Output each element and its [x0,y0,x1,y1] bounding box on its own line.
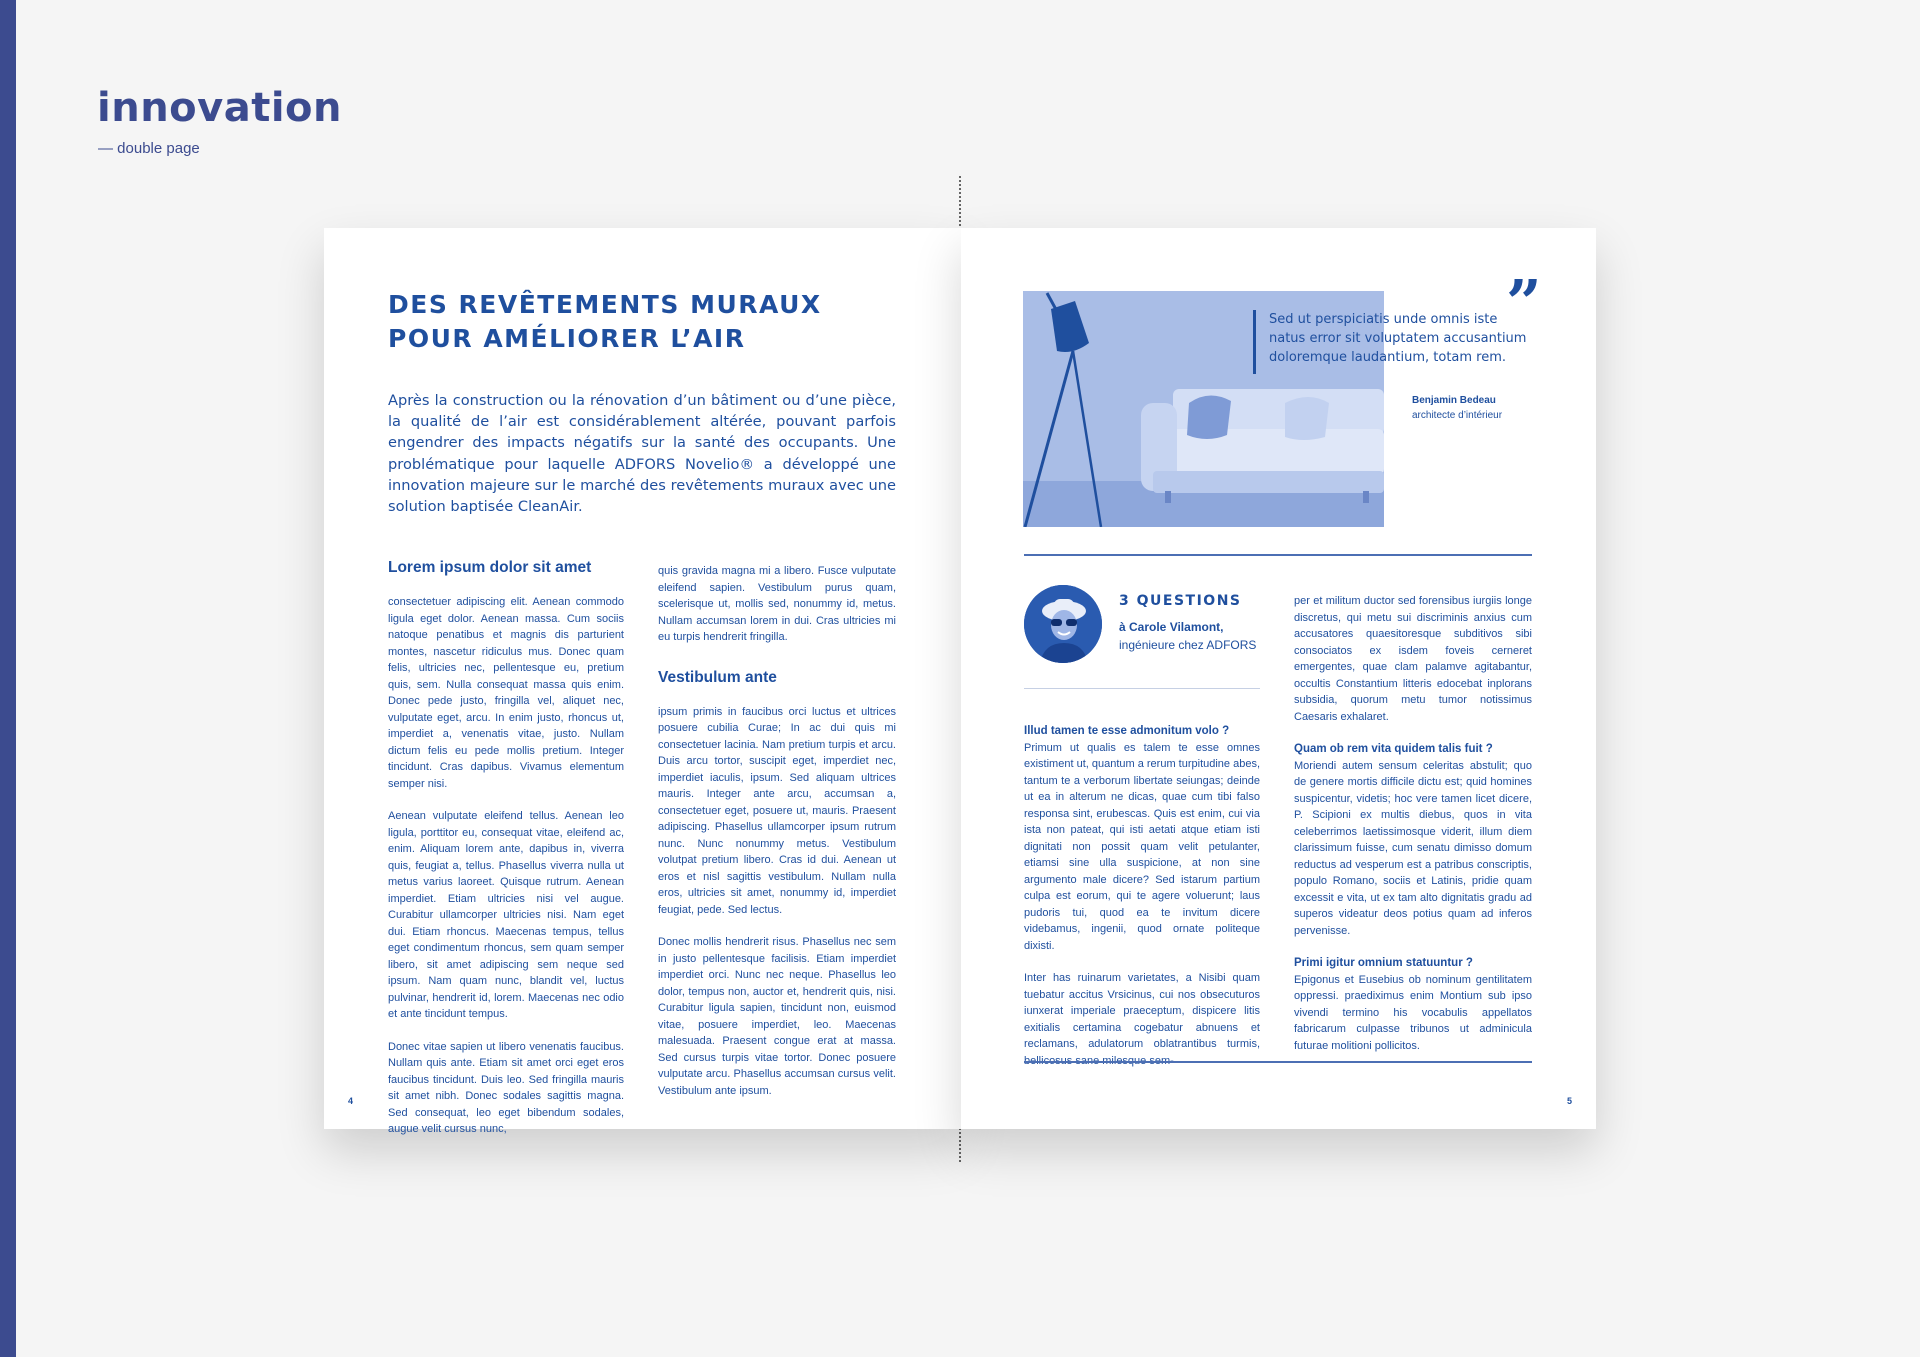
text-column-2 [658,563,896,1099]
body-paragraph: consectetuer adipiscing elit. Aenean commodo ligula eget dolor. Aenean massa. Cum sociis natoque penatibus et magnis dis parturient montes, nascetur ridiculus mus. Donec quam felis, ultricies nec, pellentesque eu, pretium quis, sem. Nulla consequat massa quis enim. Donec pede justo, fringilla vel, aliquet nec, vulputate eget, arcu. In enim justo, rhoncus ut, imperdiet a, venenatis vitae, justo. Nullam dictum felis eu pede mollis pretium. Integer tincidunt. Cras dapibus. Vivamus elementum semper nisi. [388,596,624,790]
body-paragraph: Aenean vulputate eleifend tellus. Aenean leo ligula, porttitor eu, consequat vitae, eleifend ac, enim. Aliquam lorem ante, dapibus in, viverra quis, feugiat a, tellus. Phasellus viverra nulla ut metus varius laoreet. Quisque rutrum. Aenean imperdiet. Etiam ultricies nisi vel augue. Curabitur ullamcorper ultricies nisi. Nam eget dui. Etiam rhoncus. Maecenas tempus, tellus eget condimentum rhoncus, sem quam semper libero, sit amet adipiscing sem neque sed ipsum. Nam quam nunc, blandit vel, luctus pulvinar, hendrerit id, lorem. Maecenas nec odio et ante tincidunt tempus. [388,810,624,1020]
answer-paragraph: Epigonus et Eusebius ob nominum gentilitatem oppressi. praediximus enim Montium sub ipso vivendi termino his vocabulis appellatos fabricarum culpasse tribunos ut adminicula futurae molitioni pollicitos. [1294,973,1532,1052]
article-headline [388,288,822,356]
column-heading: Lorem ipsum dolor sit amet [388,559,592,576]
quote-author-role: architecte d’intérieur [1412,410,1503,421]
divider-top [1024,554,1532,556]
headline-line-2: POUR AMÉLIORER L’AIR [388,324,746,353]
headline-line-1: DES REVÊTEMENTS MURAUX [388,290,822,319]
body-paragraph: quis gravida magna mi a libero. Fusce vulputate eleifend sapien. Vestibulum purus quam, scelerisque ut, mollis sed, nonummy id, metus. Nullam accumsan lorem in dui. Cras ultricies mi eu turpis hendrerit fringilla. [658,565,896,643]
pull-quote: Sed ut perspiciatis unde omnis iste natus error sit voluptatem accusantium doloremque laudantium, totam rem. [1269,312,1527,365]
section-title: innovation [97,85,342,131]
interviewee-role: ingénieure chez ADFORS [1119,638,1257,652]
answer-paragraph: Moriendi autem sensum celeritas abstulit; quo de genere mortis difficile dictu est; quid homines suspicentur, videtis; hoc vere tamen licet dicere, P. Scipioni ex multis diebus, quos in vita celeberrimos laetissimosque viderit, illum diem clarissimum fuisse, cum senatu dimisso domum reductus ad vesperum est a patribus conscriptis, populo Romano, sociis et Latinis, pridie quam excessit e vita, ut ex tam alto dignitatis gradu ad superos videatur deos potius quam ad inferos pervenisse. [1294,759,1532,937]
lead-paragraph: Après la construction ou la rénovation d’un bâtiment ou d’une pièce, la qualité de l’air est considérablement altérée, pouvant parfois engendrer des impacts négatifs sur la santé des occupants. Une problématique pour laquelle ADFORS Novelio® a développé une innovation majeure sur le marché des revêtements muraux avec une solution baptisée CleanAir. [388,392,896,516]
divider-bottom [1024,1061,1532,1063]
interview-column-2 [1294,593,1532,1054]
question-1: Illud tamen te esse admonitum volo ? [1024,725,1230,737]
quote-author: Benjamin Bedeau [1412,395,1496,406]
text-column-1 [388,558,624,1138]
person-portrait [1024,585,1102,663]
left-accent-bar [0,0,16,1357]
body-paragraph: Donec vitae sapien ut libero venenatis faucibus. Nullam quis ante. Etiam sit amet orci eget eros faucibus tincidunt. Duis leo. Sed fringilla mauris sit amet nibh. Donec sodales sagittis magna. Sed consequat, leo eget bibendum sodales, augue velit cursus nunc, [388,1040,624,1135]
page-number: 5 [1566,1096,1572,1106]
answer-paragraph: per et militum ductor sed forensibus iurgiis longe discretus, qui metu sui discriminis anxius cum accusatores quaesitoresque subditivos sibi consociatos ex isdem foveis cerneret emergentes, quae clam palamve agitabantur, occultis Constantium litteris edocebat inplorans subsidia, quorum metu tumor notissimus Caesaris exhalaret. [1294,595,1532,723]
right-page [961,228,1596,1129]
avatar [1024,585,1102,663]
body-paragraph: ipsum primis in faucibus orci luctus et ultrices posuere cubilia Curae; In ac dui quis mi consectetuer lacinia. Nam pretium turpis et arcu. Duis arcu tortor, suscipit eget, imperdiet nec, imperdiet iaculis, ipsum. Sed aliquam ultrices mauris. Integer ante arcu, accumsan a, consectetuer eget, posuere ut, mauris. Praesent adipiscing. Phasellus ullamcorper ipsum rutrum nunc. Nunc nonummy metus. Vestibulum volutpat pretium libero. Cras id dui. Aenean ut eros et nisl sagittis vestibulum. Nullam nulla eros, ultricies sit amet, nonummy id, imperdiet feugiat, pede. Sed lectus. [658,705,896,916]
section-subtitle: — double page [98,140,200,157]
questions-title: 3 QUESTIONS [1119,593,1242,609]
divider-thin [1024,688,1260,689]
answer-paragraph: Primum ut qualis es talem te esse omnes existiment ut, quantum a rerum turpitudine abes, tantum te a verborum libertate seiungas; deinde ut ea in alterum ne dicas, quae cum tibi falso responsa sint, erubescas. Quis est enim, cui via ista non pateat, qui isti aetati atque etiam isti dignitati non possit quam velit petulanter, etiamsi sine ulla suspicione, at non sine argumento male dicere? Sed istarum partium culpa est eorum, qui te agere voluerunt; laus pudoris tui, quod ea te invitum dicere videbamus, ingenii, quod ornate politeque dixisti. [1024,741,1261,952]
question-2: Quam ob rem vita quidem talis fuit ? [1294,743,1493,755]
question-3: Primi igitur omnium statuuntur ? [1294,957,1473,969]
answer-paragraph: Inter has ruinarum varietates, a Nisibi quam tuebatur accitus Vrsicinus, cui nos obsecuturos iunxerat imperiale praeceptum, dispicere litis exitialis certamina cogebatur abnuens et reclamans, adulatorum oblatrantibus turmis, [1024,972,1260,1050]
column-heading: Vestibulum ante [658,668,777,686]
quote-mark-icon: ” [1506,266,1542,339]
interviewee-name: à Carole Vilamont, [1119,620,1224,634]
body-paragraph: Donec mollis hendrerit risus. Phasellus nec sem in justo pellentesque facilisis. Etiam imperdiet imperdiet orci. Nunc nec neque. Phasellus leo dolor, tempus non, auctor et, hendrerit quis, nisi. Curabitur ligula sapien, tincidunt non, euismod vitae, posuere imperdiet, leo. Maecenas malesuada. Praesent congue erat at massa. Sed cursus turpis vitae tortor. Donec posuere vulputate arcu. Phasellus accumsan cursus velit. Vestibulum ante ipsum. [658,936,896,1097]
page-number: 4 [348,1096,354,1106]
left-page [324,228,961,1135]
interview-column-1 [1024,723,1260,1069]
quote-bar [1253,310,1256,374]
